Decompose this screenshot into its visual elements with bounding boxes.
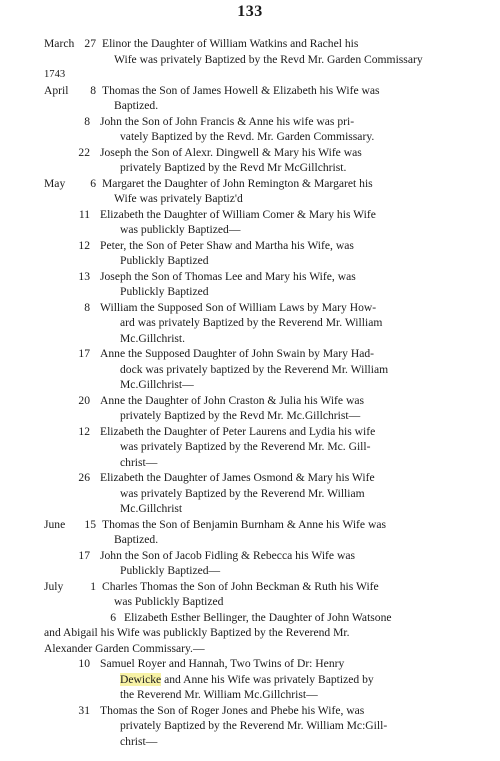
entry-line: was privately Baptized by the Reverend Mr. Mc. Gill- <box>120 440 371 453</box>
entry-line: Wife was privately Baptiz'd <box>114 192 243 205</box>
page-number: 133 <box>237 3 263 20</box>
entry-line: Thomas the Son of Roger Jones and Phebe his Wife, was <box>100 703 365 717</box>
register-entry <box>0 145 500 176</box>
register-entry <box>0 424 500 471</box>
entry-line: and Abigail his Wife was publickly Baptized by the Reverend Mr. <box>44 626 350 639</box>
entry-day: 1 <box>90 579 96 593</box>
entry-line: Elinor the Daughter of William Watkins and Rachel his <box>102 37 359 50</box>
entry-line: Joseph the Son of Thomas Lee and Mary his Wife, was <box>100 269 356 283</box>
entry-day: 8 <box>84 300 90 314</box>
entry-line: Mc.Gillchrist— <box>120 378 194 391</box>
register-entry <box>0 393 500 424</box>
entry-day: 6 <box>90 176 96 190</box>
entry-line: Wife was privately Baptized by the Revd Mr. Garden Commissary <box>114 52 423 66</box>
entry-line: Samuel Royer and Hannah, Two Twins of Dr: Henry <box>100 657 345 670</box>
entry-line: Elizabeth the Daughter of William Comer & Mary his Wife <box>100 207 376 221</box>
register-entry <box>0 67 500 83</box>
entry-day: 20 <box>78 393 90 407</box>
entry-line: Dewicke and Anne his Wife was privately Baptized by <box>120 672 374 686</box>
register-entry <box>0 269 500 300</box>
entry-month: May <box>44 176 66 190</box>
entry-line: was Publickly Baptized <box>114 595 224 608</box>
entry-month: March <box>44 37 75 50</box>
entry-line: Elizabeth the Daughter of James Osmond & Mary his Wife <box>100 471 375 484</box>
entry-line: christ— <box>120 455 158 469</box>
entry-line: dock was privately baptized by the Reverend Mr. William <box>120 362 389 376</box>
register-entry <box>0 703 500 750</box>
entry-day: 8 <box>90 83 96 97</box>
entry-day: 27 <box>84 37 96 50</box>
register-entry <box>0 548 500 579</box>
register-entries <box>0 36 500 749</box>
highlighted-name: Dewicke <box>120 672 162 686</box>
entry-day: 12 <box>78 424 90 438</box>
entry-day: 31 <box>78 703 90 717</box>
entry-line: Anne the Supposed Daughter of John Swain by Mary Had- <box>100 347 375 360</box>
entry-line: Thomas the Son of James Howell & Elizabeth his Wife was <box>102 83 380 97</box>
entry-day: 15 <box>84 517 96 531</box>
year-heading: 1743 <box>44 69 66 80</box>
register-entry <box>0 300 500 347</box>
entry-day: 17 <box>78 548 90 562</box>
entry-day: 10 <box>78 657 90 670</box>
entry-line: Publickly Baptized <box>120 285 209 298</box>
entry-line: christ— <box>120 734 158 748</box>
entry-line: John the Son of John Francis & Anne his wife was pri- <box>100 114 355 128</box>
entry-day: 8 <box>84 114 90 128</box>
entry-line: Anne the Daughter of John Craston & Julia his Wife was <box>100 393 364 407</box>
entry-line: Baptized. <box>114 533 159 546</box>
register-entry <box>0 610 500 657</box>
entry-line: Elizabeth the Daughter of Peter Laurens and Lydia his wife <box>100 424 376 438</box>
register-entry <box>0 207 500 238</box>
entry-day: 12 <box>78 238 90 252</box>
register-entry <box>0 579 500 610</box>
entry-month: June <box>44 517 66 531</box>
entry-line: Mc.Gillchrist <box>120 502 183 515</box>
register-entry <box>0 176 500 207</box>
entry-day: 13 <box>78 269 90 283</box>
entry-line: William the Supposed Son of William Laws by Mary How- <box>100 300 377 314</box>
entry-line: vately Baptized by the Revd. Mr. Garden Commissary. <box>120 130 375 143</box>
entry-line: Publickly Baptized <box>120 254 209 267</box>
entry-day: 26 <box>78 471 90 484</box>
entry-month: July <box>44 579 64 593</box>
entry-line: was publickly Baptized— <box>120 223 241 236</box>
entry-line: Peter, the Son of Peter Shaw and Martha his Wife, was <box>100 238 354 252</box>
entry-line: Publickly Baptized— <box>120 564 221 577</box>
register-entry <box>0 346 500 393</box>
register-entry <box>0 238 500 269</box>
entry-day: 22 <box>78 145 90 159</box>
entry-line: Baptized. <box>114 99 159 112</box>
entry-line: Charles Thomas the Son of John Beckman & Ruth his Wife <box>102 579 379 593</box>
register-entry <box>0 36 500 67</box>
entry-line: Alexander Garden Commissary.— <box>44 641 205 655</box>
entry-line: privately Baptized by the Revd Mr McGillchrist. <box>120 161 347 174</box>
entry-line: John the Son of Jacob Fidling & Rebecca his Wife was <box>100 548 355 562</box>
entry-day: 11 <box>78 207 90 221</box>
entry-day: 17 <box>78 347 90 360</box>
entry-day: 6 <box>110 610 116 624</box>
entry-line: privately Baptized by the Reverend Mr. William Mc:Gill- <box>120 719 388 732</box>
entry-line: ard was privately Baptized by the Reverend Mr. William <box>120 316 383 329</box>
entry-line: Thomas the Son of Benjamin Burnham & Anne his Wife was <box>102 517 386 531</box>
register-entry <box>0 656 500 703</box>
entry-line: the Reverend Mr. William Mc.Gillchrist— <box>120 688 318 701</box>
register-entry <box>0 114 500 145</box>
register-entry <box>0 83 500 114</box>
entry-line: Mc.Gillchrist. <box>120 331 186 345</box>
entry-line: Elizabeth Esther Bellinger, the Daughter of John Watsone <box>124 610 392 624</box>
register-entry <box>0 517 500 548</box>
entry-line: Margaret the Daughter of John Remington & Margaret his <box>102 176 373 190</box>
entry-line: was privately Baptized by the Reverend Mr. William <box>120 486 365 500</box>
entry-line: privately Baptized by the Revd Mr. Mc.Gillchrist— <box>120 409 361 422</box>
entry-month: April <box>44 83 69 97</box>
entry-line: Joseph the Son of Alexr. Dingwell & Mary his Wife was <box>100 145 362 159</box>
register-entry <box>0 470 500 517</box>
